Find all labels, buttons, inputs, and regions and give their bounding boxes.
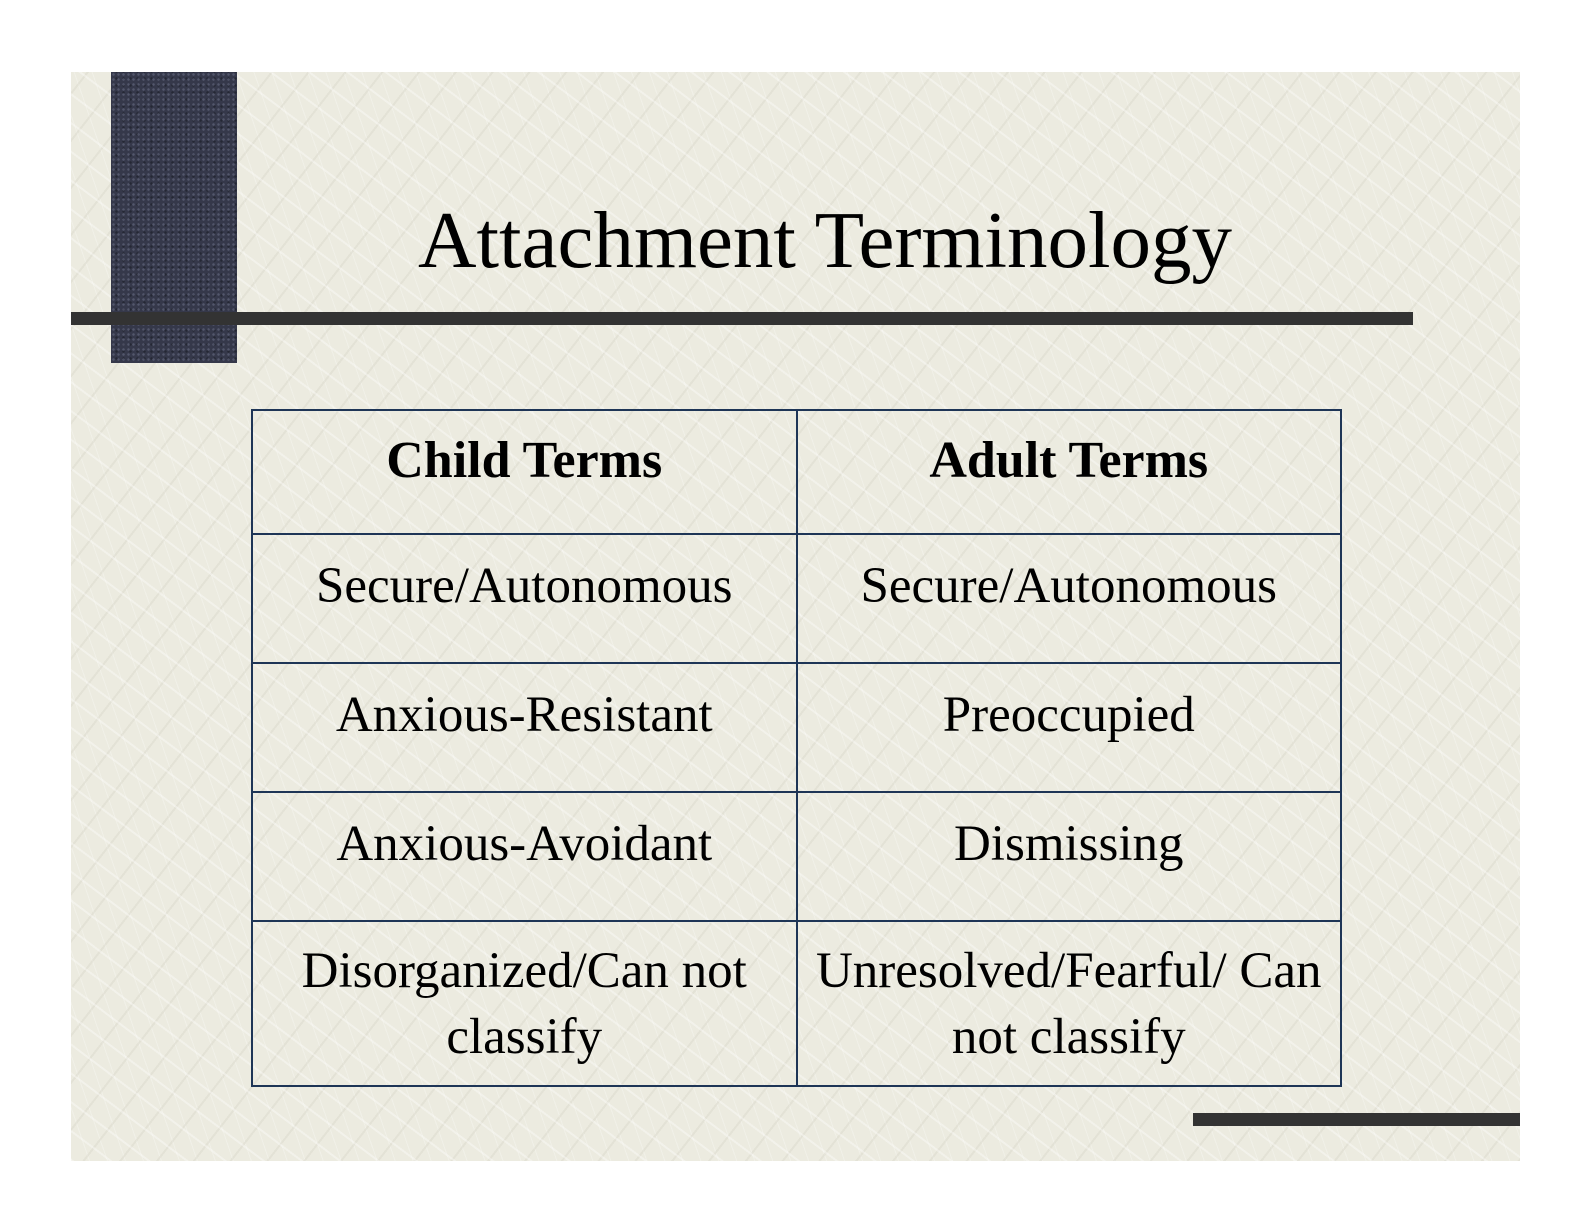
column-header-adult: Adult Terms — [797, 410, 1342, 534]
child-term-cell: Secure/Autonomous — [252, 534, 797, 663]
adult-term-cell: Dismissing — [797, 792, 1342, 921]
title-divider — [71, 312, 1413, 325]
terms-table — [251, 409, 1342, 1087]
table-row — [252, 534, 1341, 663]
table-row — [252, 921, 1341, 1086]
slide-title: Attachment Terminology — [418, 195, 1232, 285]
adult-term-cell: Preoccupied — [797, 663, 1342, 792]
child-term-cell: Anxious-Resistant — [252, 663, 797, 792]
table-header-row — [252, 410, 1341, 534]
column-header-child: Child Terms — [252, 410, 797, 534]
child-term-cell: Disorganized/Can not classify — [252, 921, 797, 1086]
child-term-cell: Anxious-Avoidant — [252, 792, 797, 921]
adult-term-cell: Unresolved/Fearful/ Can not classify — [797, 921, 1342, 1086]
table-row — [252, 663, 1341, 792]
adult-term-cell: Secure/Autonomous — [797, 534, 1342, 663]
bottom-divider — [1193, 1113, 1520, 1126]
table-row — [252, 792, 1341, 921]
